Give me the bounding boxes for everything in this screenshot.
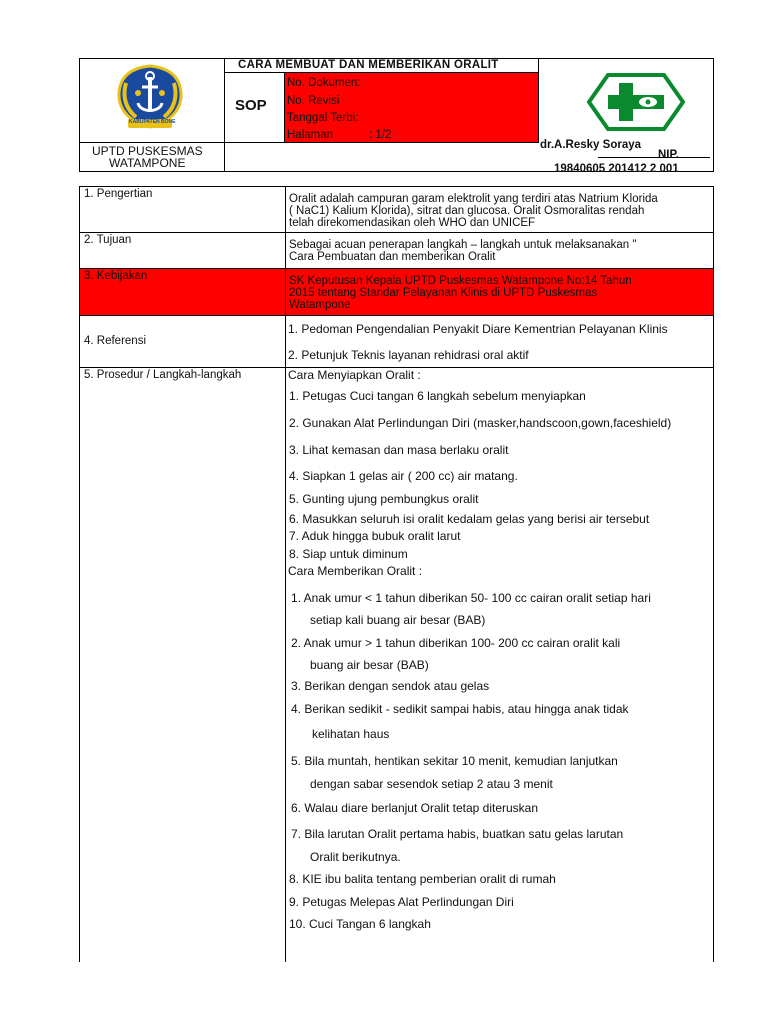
prep-step-3: 3. Lihat kemasan dan masa berlaku oralit bbox=[289, 443, 509, 457]
give-step-2a: 2. Anak umur > 1 tahun diberikan 100- 200 cc cairan oralit kali bbox=[291, 636, 621, 650]
field-no-dokumen: No. Dokumen: bbox=[287, 77, 361, 89]
header-col3-divider bbox=[538, 58, 539, 142]
title-underline bbox=[224, 72, 539, 73]
puskesmas-logo bbox=[586, 72, 686, 132]
give-step-3: 3. Berikan dengan sendok atau gelas bbox=[291, 679, 490, 693]
prep-heading: Cara Menyiapkan Oralit : bbox=[288, 368, 421, 382]
body-left-border bbox=[79, 186, 80, 962]
prep-step-2: 2. Gunakan Alat Perlindungan Diri (masker,handscoon,gown,faceshield) bbox=[289, 416, 672, 430]
kebijakan-line-1: SK Keputusan Kepala UPTD Puskesmas Watampone No:14 Tahun bbox=[289, 275, 632, 287]
row-label-prosedur: 5. Prosedur / Langkah-langkah bbox=[84, 369, 242, 381]
pengertian-line-2: ( NaC1) Kalium Klorida), sitrat dan glucosa. Oralit Osmoralitas rendah bbox=[289, 205, 645, 217]
referensi-item-1: 1. Pedoman Pengendalian Penyakit Diare Kementrian Pelayanan Klinis bbox=[288, 322, 668, 336]
header-mid-line bbox=[79, 142, 539, 143]
give-step-4a: 4. Berikan sedikit - sedikit sampai habis, atau hingga anak tidak bbox=[291, 702, 629, 716]
field-no-revisi: No. Revisi bbox=[287, 95, 340, 107]
give-step-6: 6. Walau diare berlanjut Oralit tetap diteruskan bbox=[291, 801, 539, 815]
crest-ribbon-text: KABUPATEN BONE bbox=[129, 119, 176, 125]
signatory-name: dr.A.Resky Soraya bbox=[540, 139, 642, 151]
row-label-kebijakan: 3. Kebijakan bbox=[84, 270, 148, 282]
pengertian-line-3: telah direkomendasikan oleh WHO dan UNICEF bbox=[289, 217, 536, 229]
row-1-top bbox=[79, 186, 714, 187]
referensi-item-2: 2. Petunjuk Teknis layanan rehidrasi oral aktif bbox=[288, 348, 529, 362]
header-col1-divider bbox=[224, 58, 225, 172]
document-title: CARA MEMBUAT DAN MEMBERIKAN ORALIT bbox=[238, 59, 499, 71]
give-step-7b: Oralit berikutnya. bbox=[310, 850, 401, 864]
kebijakan-line-3: Watampone bbox=[289, 299, 351, 311]
nip-underline bbox=[598, 157, 710, 158]
row-2-top bbox=[79, 232, 714, 233]
give-step-1a: 1. Anak umur < 1 tahun diberikan 50- 100 cc cairan oralit setiap hari bbox=[291, 591, 651, 605]
row-label-tujuan: 2. Tujuan bbox=[84, 234, 132, 246]
header-right-border bbox=[713, 58, 714, 172]
give-step-4b: kelihatan haus bbox=[312, 727, 390, 741]
header-left-border bbox=[79, 58, 80, 172]
nip-value: 19840605 201412 2 001 bbox=[554, 163, 679, 175]
prep-step-7: 7. Aduk hingga bubuk oralit larut bbox=[289, 529, 461, 543]
body-right-border bbox=[713, 186, 714, 962]
header-col2-divider bbox=[284, 72, 285, 142]
row-label-pengertian: 1. Pengertian bbox=[84, 188, 153, 200]
prep-step-6: 6. Masukkan seluruh isi oralit kedalam gelas yang berisi air tersebut bbox=[289, 512, 650, 526]
tujuan-line-1: Sebagai acuan penerapan langkah – langkah untuk melaksanakan " bbox=[289, 239, 637, 251]
give-step-7a: 7. Bila larutan Oralit pertama habis, buatkan satu gelas larutan bbox=[291, 827, 624, 841]
give-step-5a: 5. Bila muntah, hentikan sekitar 10 menit, kemudian lanjutkan bbox=[291, 754, 618, 768]
row-label-referensi: 4. Referensi bbox=[84, 335, 147, 347]
row-3-top bbox=[79, 268, 714, 269]
unit-name-line2: WATAMPONE bbox=[109, 156, 186, 170]
give-step-5b: dengan sabar sesendok setiap 2 atau 3 menit bbox=[310, 777, 553, 791]
give-step-10: 10. Cuci Tangan 6 langkah bbox=[289, 917, 431, 931]
give-step-8: 8. KIE ibu balita tentang pemberian oralit di rumah bbox=[289, 872, 556, 886]
give-step-1b: setiap kali buang air besar (BAB) bbox=[310, 613, 486, 627]
pengertian-line-1: Oralit adalah campuran garam elektrolit yang terdiri atas Natrium Klorida bbox=[289, 193, 658, 205]
sop-label: SOP bbox=[235, 97, 267, 114]
give-step-2b: buang air besar (BAB) bbox=[310, 658, 429, 672]
row-4-top bbox=[79, 315, 714, 316]
prep-step-8: 8. Siap untuk diminum bbox=[289, 547, 408, 561]
prep-step-4: 4. Siapkan 1 gelas air ( 200 cc) air matang. bbox=[289, 469, 518, 483]
field-tanggal-terbit: Tanggal Terbi: bbox=[287, 112, 359, 124]
kebijakan-line-2: 2015 tentang Standar Pelayanan Klinis di UPTD Puskesmas bbox=[289, 287, 598, 299]
prep-step-1: 1. Petugas Cuci tangan 6 langkah sebelum menyiapkan bbox=[289, 389, 586, 403]
give-heading: Cara Memberikan Oralit : bbox=[288, 564, 423, 578]
prep-step-5: 5. Gunting ujung pembungkus oralit bbox=[289, 492, 479, 506]
field-halaman-value: : 1/2 bbox=[369, 129, 392, 141]
body-col-divider bbox=[285, 186, 286, 962]
tujuan-line-2: Cara Pembuatan dan memberikan Oralit bbox=[289, 251, 496, 263]
field-halaman: Halaman bbox=[287, 129, 334, 141]
unit-name-line1: UPTD PUSKESMAS bbox=[92, 144, 203, 158]
nip-label: NIP. bbox=[658, 149, 679, 161]
give-step-9: 9. Petugas Melepas Alat Perlindungan Diri bbox=[289, 895, 514, 909]
